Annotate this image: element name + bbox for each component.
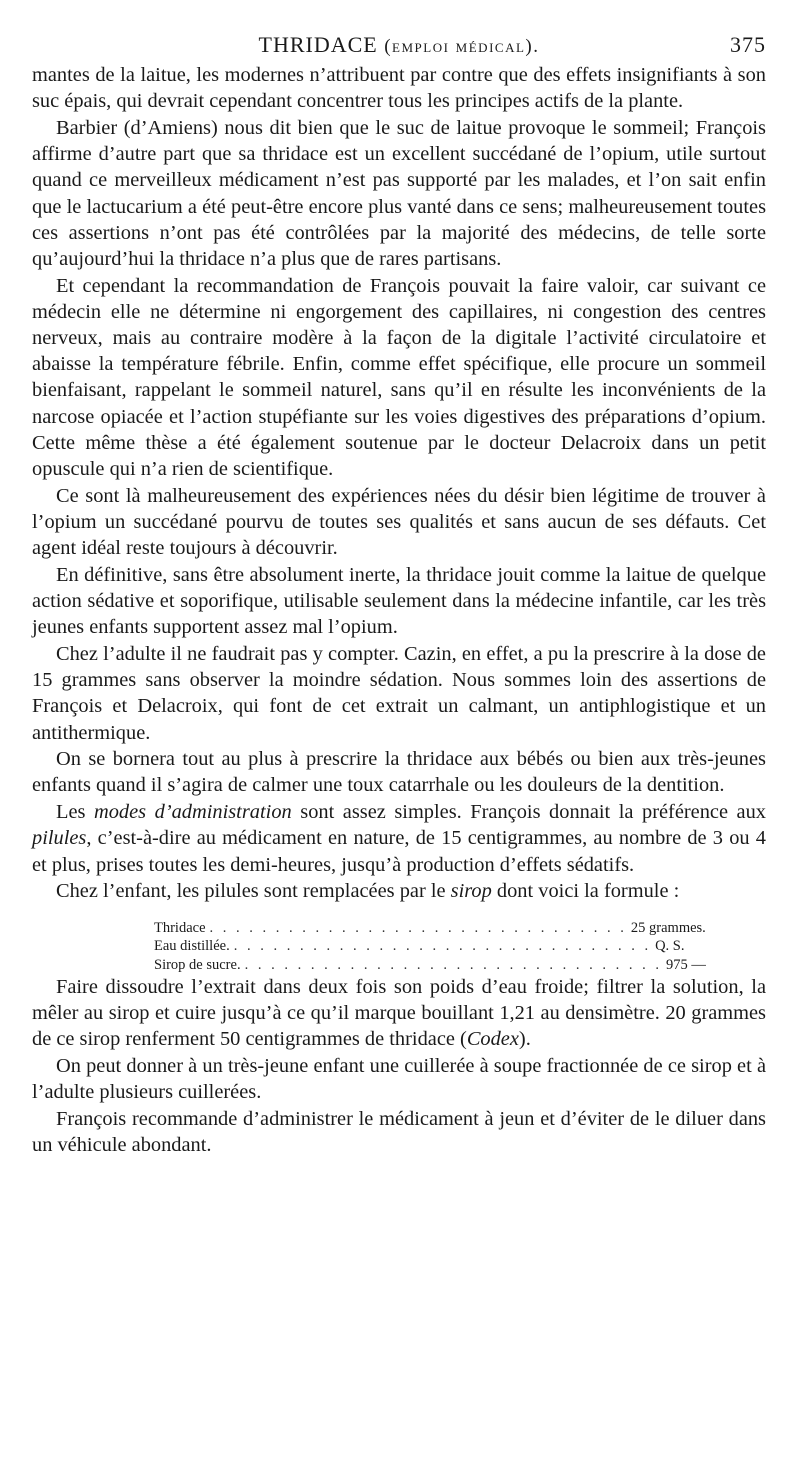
formula-row bbox=[154, 919, 706, 938]
paragraph: mantes de la laitue, les modernes n’attribuent par contre que des effets insignifiants à son suc épais, qui devrait cependant concentrer tous les principes actifs de la plante. bbox=[32, 64, 766, 113]
paragraph: On peut donner à un très-jeune enfant une cuillerée à soupe fractionnée de ce sirop et à l’adulte plusieurs cuillerées. bbox=[32, 1055, 766, 1104]
italic-term: Codex bbox=[466, 1028, 519, 1051]
formula-quantity: Q. S. bbox=[655, 938, 685, 954]
formula-row bbox=[154, 956, 706, 975]
running-head-subtitle: (emploi médical). bbox=[384, 36, 540, 57]
text-run: sont assez simples. François donnait la préférence aux bbox=[291, 801, 766, 824]
paragraph: Barbier (d’Amiens) nous dit bien que le suc de laitue provoque le sommeil; François affirme d’autre part que sa thridace est un excellent succédané de l’opium, utile surtout quand ce merveilleux médicament n’est pas supporté par les malades, et l’on sait enfin que le lactucarium a été peut-être encore plus vanté dans ce sens; malheureusement toutes ces assertions n’ont pas été contrôlées par la majorité des médecins, de telle sorte qu’aujourd’hui la thridace n’a plus que de rares partisans. bbox=[32, 116, 766, 270]
paragraph: On se bornera tout au plus à prescrire la thridace aux bébés ou bien aux très-jeunes enfants quand il s’agira de calmer une toux catarrhale ou les douleurs de la dentition. bbox=[32, 748, 766, 797]
text-run: dont voici la formule : bbox=[491, 880, 680, 903]
paragraph: Chez l’adulte il ne faudrait pas y compter. Cazin, en effet, a pu la prescrire à la dose de 15 grammes sans observer la moindre sédation. Nous sommes loin des assertions de François et Delacroix, qui font de cet extrait un calmant, un antiphlogistique et un antithermique. bbox=[32, 642, 766, 744]
italic-term: modes d’administration bbox=[93, 801, 292, 824]
child-paragraph bbox=[32, 878, 766, 904]
administration-paragraph bbox=[32, 799, 766, 878]
formula-ingredient: Sirop de sucre. bbox=[154, 956, 241, 973]
body-text bbox=[32, 62, 766, 1158]
leader-dots: . . . . . . . . . . . . . . . . . . . . . . . . . . . . . . . . bbox=[209, 919, 627, 936]
italic-term: sirop bbox=[450, 880, 492, 903]
syrup-formula bbox=[154, 919, 706, 975]
text-run: , c’est-à-dire au médicament en nature, de 15 centigrammes, au nombre de 3 ou 4 et plus, prises toutes les demi-heures, jusqu’à production d’effets sédatifs. bbox=[32, 827, 766, 876]
formula-quantity: 25 grammes. bbox=[630, 919, 706, 936]
leader-dots: . . . . . . . . . . . . . . . . . . . . . . . . . . . . . . . . bbox=[244, 956, 662, 973]
italic-term: pilules bbox=[32, 827, 87, 850]
formula-row bbox=[154, 937, 685, 956]
text-run: Faire dissoudre l’extrait dans deux fois son poids d’eau froide; filtrer la solution, la mêler au sirop et cuire jusqu’à ce qu’il marque bouillant 1,21 au densimètre. 20 grammes de ce sirop renferment 50 centigrammes de thridace ( bbox=[32, 976, 766, 1051]
preparation-paragraph bbox=[32, 974, 766, 1053]
paragraph: En définitive, sans être absolument inerte, la thridace jouit comme la laitue de quelque action sédative et soporifique, utilisable seulement dans la médecine infantile, car les très jeunes enfants supportent assez mal l’opium. bbox=[32, 563, 766, 639]
paragraph: François recommande d’administrer le médicament à jeun et d’éviter de le diluer dans un véhicule abondant. bbox=[32, 1108, 766, 1157]
paragraph: Et cependant la recommandation de François pouvait la faire valoir, car suivant ce médecin elle ne détermine ni engorgement des capillaires, ni congestion des centres nerveux, mais au contraire modère à la façon de la digitale l’activité circulatoire et abaisse la température fébrile. Enfin, comme effet spécifique, elle procure un sommeil bienfaisant, rappelant le sommeil naturel, sans qu’il en résulte les inconvénients de la narcose opiacée et l’action stupéfiante sur les voies digestives des préparations d’opium. Cette même thèse a été également soutenue par le docteur Delacroix dans un petit opuscule qui n’a rien de scientifique. bbox=[32, 274, 766, 481]
text-run: Les bbox=[56, 801, 94, 824]
running-head-title: THRIDACE bbox=[258, 32, 378, 57]
leader-dots: . . . . . . . . . . . . . . . . . . . . . . . . . . . . . . . . bbox=[233, 938, 652, 954]
formula-quantity: 975 — bbox=[665, 956, 706, 973]
running-head bbox=[32, 28, 766, 62]
paragraph: Ce sont là malheureusement des expériences nées du désir bien légitime de trouver à l’opium un succédané pourvu de toutes ses qualités et sans aucun de ses défauts. Cet agent idéal reste toujours à découvrir. bbox=[32, 484, 766, 560]
formula-ingredient: Thridace bbox=[154, 919, 206, 936]
formula-ingredient: Eau distillée. bbox=[154, 938, 230, 954]
text-run: Chez l’enfant, les pilules sont remplacées par le bbox=[56, 880, 451, 903]
book-page bbox=[32, 28, 766, 1158]
page-number: 375 bbox=[730, 32, 766, 57]
text-run: ). bbox=[518, 1028, 531, 1051]
